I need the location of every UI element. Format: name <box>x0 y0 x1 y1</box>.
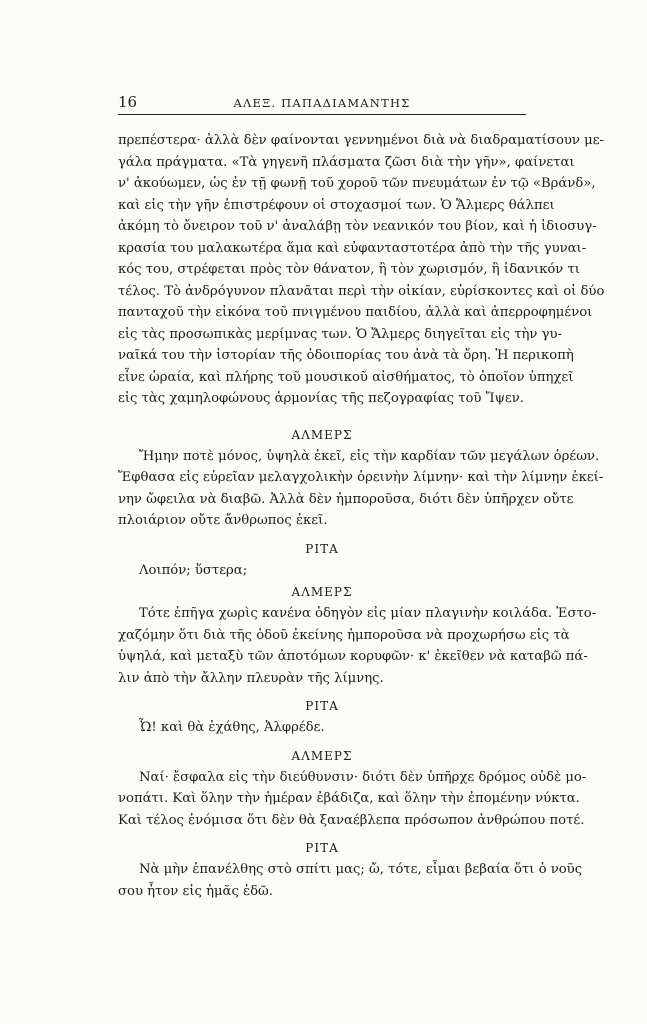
text-line: εἰς τὰς προσωπικὰς μερίμνας των. Ὁ Ἄλμερς διηγεῖται εἰς τὴν γυ- <box>118 326 562 342</box>
speaker-name: ΑΛΜΕΡΣ <box>291 427 353 442</box>
text-line: καὶ εἰς τὴν γῆν ἐπιστρέφουν οἱ στοχασμοί των. Ὁ Ἄλμερς θάλπει <box>118 197 555 213</box>
text-line: κρασία του μαλακωτέρα ἅμα καὶ εὐφανταστοτέρα ἀπὸ τὴν τῆς γυναι- <box>118 240 587 256</box>
text-line: ναῖκά του τὴν ἱστορίαν τῆς ὁδοιπορίας του ἀνὰ τὰ ὄρη. Ἡ περικοπὴ <box>118 348 574 363</box>
text-line: κός του, στρέφεται πρὸς τὸν θάνατον, ἢ τὸν χωρισμόν, ἢ ἰδανικόν τι <box>118 262 580 277</box>
speech-line: Ναί· ἔσφαλα εἰς τὴν διεύθυνσιν· διότι δὲν ὑπῆρχε δρόμος οὐδὲ μο- <box>139 769 587 785</box>
speech-line: πλοιάριον οὔτε ἄνθρωπος ἐκεῖ. <box>118 513 328 528</box>
speech-line: νοπάτι. Καὶ ὅλην τὴν ἡμέραν ἐβάδιζα, καὶ ὅλην τὴν ἐπομένην νύκτα. <box>118 791 580 806</box>
dialogue-block <box>118 695 526 739</box>
text-line: πανταχοῦ τὴν εἰκόνα τοῦ πνιγμένου παιδίου, ἀλλὰ καὶ ἀπερροφημένοι <box>118 305 593 320</box>
speech-line: Ἔφθασα εἰς εὐρεῖαν μελαγχολικὴν ὀρεινὴν λίμνην· καὶ τὴν λίμνην ἐκεί- <box>118 470 604 485</box>
page-header <box>118 92 526 115</box>
speech-line: Ὦ! καὶ θὰ ἐχάθης, Ἀλφρέδε. <box>139 720 325 735</box>
page-number: 16 <box>118 93 138 111</box>
speaker-name: ΡΙΤΑ <box>305 699 339 713</box>
speech-line: Καὶ τέλος ἐνόμισα ὅτι δὲν θὰ ξαναέβλεπα πρόσωπον ἀνθρώπου ποτέ. <box>118 812 585 828</box>
dialogue-block <box>118 837 583 902</box>
text-line: εἶνε ὡραία, καὶ πλήρης τοῦ μουσικοῦ αἰσθήματος, τὸ ὁποῖον ὑπηχεῖ <box>118 369 574 385</box>
speaker-name: ΡΙΤΑ <box>305 841 339 855</box>
text-line: ν' ἀκούωμεν, ὡς ἐν τῇ φωνῇ τοῦ χοροῦ τῶν πνευμάτων ἐν τῷ «Βράνδ», <box>118 176 596 191</box>
text-line: πρεπέστερα· ἀλλὰ δὲν φαίνονται γεννημένοι διὰ νὰ διαδραματίσουν με- <box>118 133 604 148</box>
dialogue-block <box>118 424 604 532</box>
speech-line: Τότε ἐπῆγα χωρὶς κανένα ὁδηγὸν εἰς μίαν πλαγινὴν κοιλάδα. Ἐστο- <box>139 606 597 621</box>
speaker-name: ΡΙΤΑ <box>305 541 339 556</box>
speaker-name: ΑΛΜΕΡΣ <box>291 585 353 599</box>
speech-line: λιν ἀπὸ τὴν ἄλλην πλευρὰν τῆς λίμνης. <box>118 670 384 686</box>
text-line: εἰς τὰς χαμηλοφώνους ἁρμονίας τῆς πεζογραφίας τοῦ Ἴψεν. <box>118 391 524 406</box>
speech-line: Λοιπόν; ὕστερα; <box>139 562 248 578</box>
intro-paragraph <box>118 130 605 410</box>
text-line: ἀκόμη τὸ ὄνειρον τοῦ ν' ἀναλάβῃ τὸν νεανικόν του βίον, καὶ ἡ ἰδιοσυγ- <box>118 219 597 234</box>
dialogue-block <box>118 581 597 689</box>
dialogue-block <box>118 745 587 832</box>
dialogue-block <box>118 538 526 582</box>
speech-line: Ἤμην ποτὲ μόνος, ὑψηλὰ ἐκεῖ, εἰς τὴν καρδίαν τῶν μεγάλων ὀρέων. <box>139 448 600 464</box>
running-title: ΑΛΕΞ. ΠΑΠΑΔΙΑΜΑΝΤΗΣ <box>233 96 411 110</box>
speech-line: Νὰ μὴν ἐπανέλθης στὸ σπίτι μας; ὤ, τότε, εἶμαι βεβαία ὅτι ὁ νοῦς <box>139 862 583 877</box>
page-body <box>118 130 605 902</box>
speech-line: νην ὤφειλα νὰ διαβῶ. Ἀλλὰ δὲν ἠμποροῦσα, διότι δὲν ὑπῆρχεν οὔτε <box>118 491 574 507</box>
text-line: τέλος. Τὸ ἀνδρόγυνον πλανᾶται περὶ τὴν οἰκίαν, εὑρίσκοντες καὶ οἱ δύο <box>118 283 605 299</box>
speaker-name: ΑΛΜΕΡΣ <box>291 748 353 763</box>
speech-line: σου ἦτον εἰς ἡμᾶς ἐδῶ. <box>118 883 273 899</box>
speech-line: ὑψηλά, καὶ μεταξὺ τῶν ἀποτόμων κορυφῶν· κ' ἐκεῖθεν νὰ καταβῶ πά- <box>118 649 588 664</box>
text-line: γάλα πράγματα. «Τὰ γηγενῆ πλάσματα ζῶσι διὰ τὴν γῆν», φαίνεται <box>118 154 575 170</box>
speech-line: χαζόμην ὅτι διὰ τῆς ὁδοῦ ἐκείνης ἠμποροῦσα νὰ προχωρήσω εἰς τὰ <box>118 627 570 643</box>
